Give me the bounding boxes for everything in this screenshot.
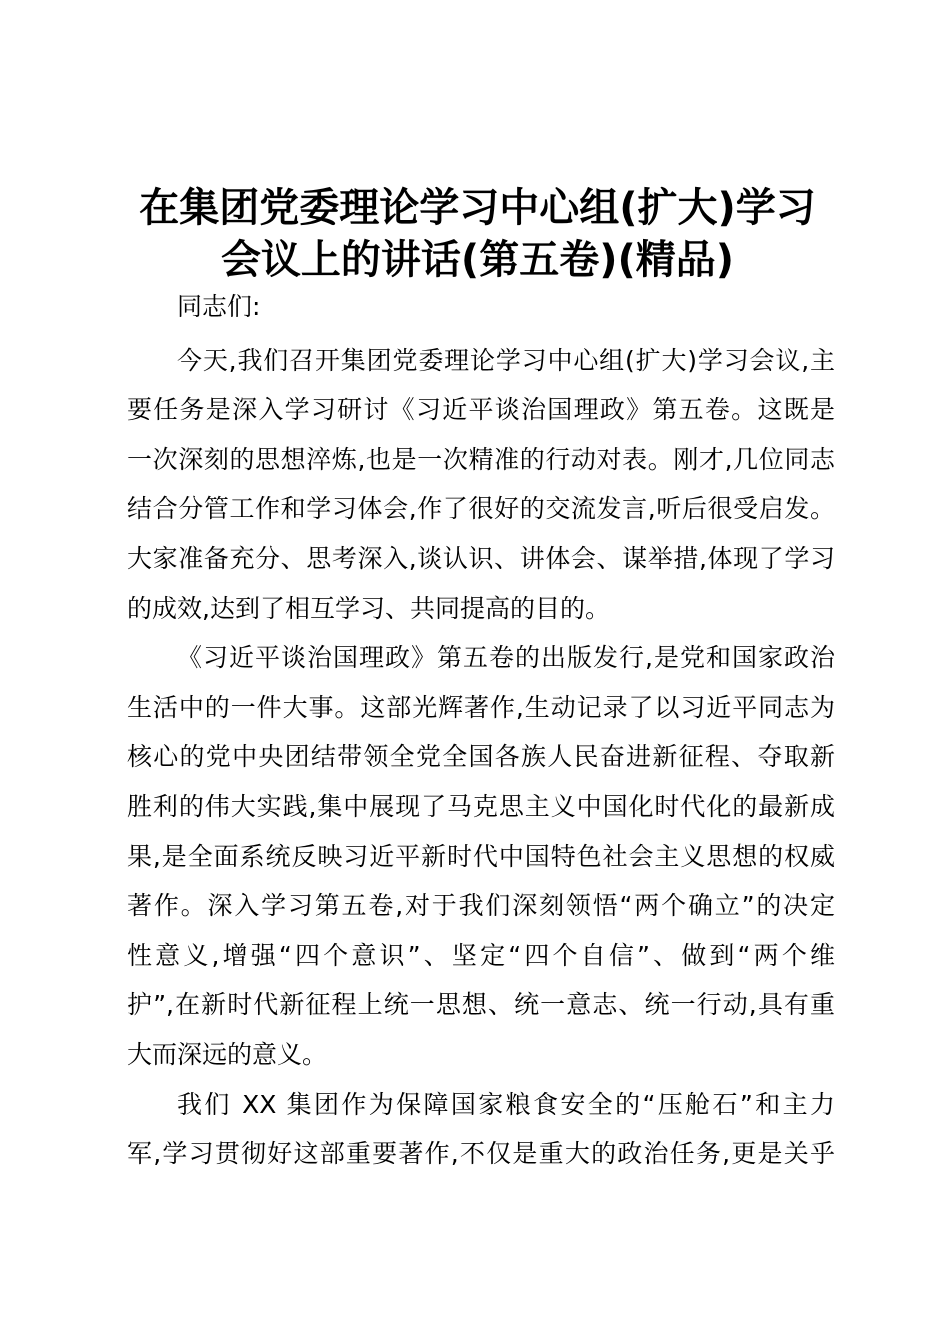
paragraph-line: 结合分管工作和学习体会,作了很好的交流发言,听后很受启发。 [127, 494, 835, 524]
title-line-1: 在集团党委理论学习中心组(扩大)学习 [139, 185, 816, 231]
paragraph-line: 的成效,达到了相互学习、共同提高的目的。 [127, 593, 610, 623]
paragraph-line: 护”,在新时代新征程上统一思想、统一意志、统一行动,具有重 [127, 990, 835, 1020]
paragraph-line: 性意义,增强“四个意识”、坚定“四个自信”、做到“两个维 [127, 940, 835, 970]
paragraph-line: 一次深刻的思想淬炼,也是一次精准的行动对表。刚才,几位同志 [127, 444, 835, 474]
paragraph-line: 胜利的伟大实践,集中展现了马克思主义中国化时代化的最新成 [127, 791, 835, 821]
paragraph-line: 生活中的一件大事。这部光辉著作,生动记录了以习近平同志为 [127, 692, 835, 722]
paragraph-line: 我们 XX 集团作为保障国家粮食安全的“压舱石”和主力 [177, 1089, 835, 1119]
paragraph-line: 军,学习贯彻好这部重要著作,不仅是重大的政治任务,更是关乎 [127, 1139, 835, 1169]
paragraph-line: 著作。深入学习第五卷,对于我们深刻领悟“两个确立”的决定 [127, 891, 835, 921]
paragraph-line: 核心的党中央团结带领全党全国各族人民奋进新征程、夺取新 [127, 742, 835, 772]
paragraph-line: 今天,我们召开集团党委理论学习中心组(扩大)学习会议,主 [177, 345, 835, 375]
paragraph-line: 《习近平谈治国理政》第五卷的出版发行,是党和国家政治 [177, 643, 835, 673]
paragraph-1 [127, 336, 835, 634]
paragraph-3 [127, 1080, 835, 1179]
document-title [120, 182, 835, 286]
paragraph-line: 果,是全面系统反映习近平新时代中国特色社会主义思想的权威 [127, 841, 835, 871]
salutation: 同志们: [177, 292, 261, 321]
title-line-2: 会议上的讲话(第五卷)(精品) [220, 237, 735, 283]
paragraph-line: 大而深远的意义。 [127, 1039, 328, 1069]
paragraph-2 [127, 633, 835, 1079]
paragraph-line: 大家准备充分、思考深入,谈认识、讲体会、谋举措,体现了学习 [127, 543, 835, 573]
document-body [127, 282, 835, 1179]
paragraph-line: 要任务是深入学习研讨《习近平谈治国理政》第五卷。这既是 [127, 395, 835, 425]
